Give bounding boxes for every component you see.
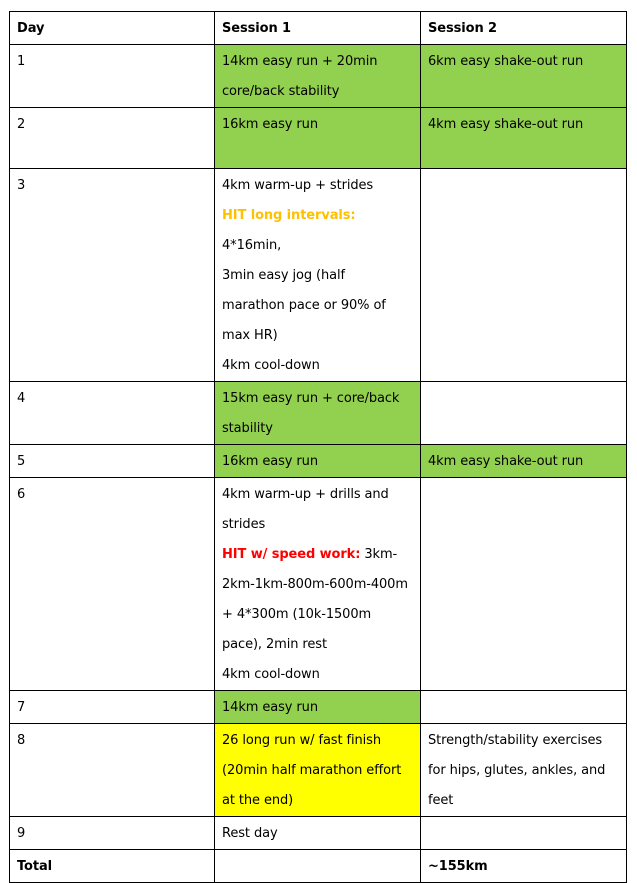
session-line: 6km easy shake-out run: [428, 54, 584, 69]
day-cell: 6: [10, 478, 215, 691]
session-line: 2km-1km-800m-600m-400m: [222, 577, 408, 592]
total-session-1: [215, 850, 421, 883]
session-line: (20min half marathon effort: [222, 763, 402, 778]
session-line: 4km cool-down: [222, 667, 320, 682]
training-plan-table: [9, 11, 627, 883]
session-1-cell: [215, 45, 421, 108]
session-2-cell: [421, 45, 627, 108]
day-cell: 1: [10, 45, 215, 108]
table-row: [10, 817, 627, 850]
session-1-cell: [215, 445, 421, 478]
session-line: 16km easy run: [222, 454, 318, 469]
session-2-cell: [421, 478, 627, 691]
day-cell: 4: [10, 382, 215, 445]
session-line: 26 long run w/ fast finish: [222, 733, 381, 748]
day-cell: 2: [10, 108, 215, 169]
day-cell: 8: [10, 724, 215, 817]
header-session-2: Session 2: [421, 12, 627, 45]
session-2-cell: [421, 724, 627, 817]
hit-long-intervals-label: HIT long intervals:: [222, 208, 356, 223]
day-cell: 9: [10, 817, 215, 850]
session-line: 15km easy run + core/back: [222, 391, 400, 406]
header-day: Day: [10, 12, 215, 45]
session-line: core/back stability: [222, 84, 340, 99]
hit-detail-text: 4*16min,: [222, 238, 282, 253]
session-line: 4km easy shake-out run: [428, 454, 584, 469]
session-line: [222, 540, 414, 570]
session-1-cell: [215, 817, 421, 850]
session-line: for hips, glutes, ankles, and: [428, 763, 606, 778]
table-row: [10, 478, 627, 691]
session-1-cell: [215, 382, 421, 445]
hit-detail-text: 3km-: [360, 547, 398, 562]
day-cell: 5: [10, 445, 215, 478]
session-line: Rest day: [222, 826, 278, 841]
session-line: at the end): [222, 793, 294, 808]
session-line: strides: [222, 517, 266, 532]
session-2-cell: [421, 691, 627, 724]
session-1-cell: [215, 108, 421, 169]
session-2-cell: [421, 169, 627, 382]
total-value: ~155km: [421, 850, 627, 883]
table-row: [10, 45, 627, 108]
session-line: 14km easy run: [222, 700, 318, 715]
table-row: [10, 169, 627, 382]
session-line: 3min easy jog (half: [222, 268, 345, 283]
table-row: [10, 691, 627, 724]
session-line: 14km easy run + 20min: [222, 54, 378, 69]
day-cell: 3: [10, 169, 215, 382]
table-row: [10, 445, 627, 478]
session-line: + 4*300m (10k-1500m: [222, 607, 372, 622]
session-2-cell: [421, 382, 627, 445]
session-line: 4km easy shake-out run: [428, 117, 584, 132]
session-line: marathon pace or 90% of: [222, 298, 386, 313]
session-line: feet: [428, 793, 454, 808]
table-row: [10, 382, 627, 445]
session-2-cell: [421, 108, 627, 169]
total-label: Total: [10, 850, 215, 883]
session-1-cell: [215, 724, 421, 817]
table-row: [10, 724, 627, 817]
session-line: Strength/stability exercises: [428, 733, 603, 748]
session-line: 16km easy run: [222, 117, 318, 132]
session-line: pace), 2min rest: [222, 637, 327, 652]
header-session-1: Session 1: [215, 12, 421, 45]
session-1-cell: [215, 478, 421, 691]
table-row: [10, 108, 627, 169]
session-1-cell: [215, 691, 421, 724]
total-row: [10, 850, 627, 883]
hit-speed-work-label: HIT w/ speed work:: [222, 547, 361, 562]
session-1-cell: [215, 169, 421, 382]
session-2-cell: [421, 817, 627, 850]
session-line: 4km cool-down: [222, 358, 320, 373]
session-2-cell: [421, 445, 627, 478]
session-line: stability: [222, 421, 273, 436]
header-row: [10, 12, 627, 45]
session-line: 4km warm-up + strides: [222, 178, 374, 193]
session-line: max HR): [222, 328, 278, 343]
day-cell: 7: [10, 691, 215, 724]
session-line: [222, 201, 414, 261]
session-line: 4km warm-up + drills and: [222, 487, 389, 502]
